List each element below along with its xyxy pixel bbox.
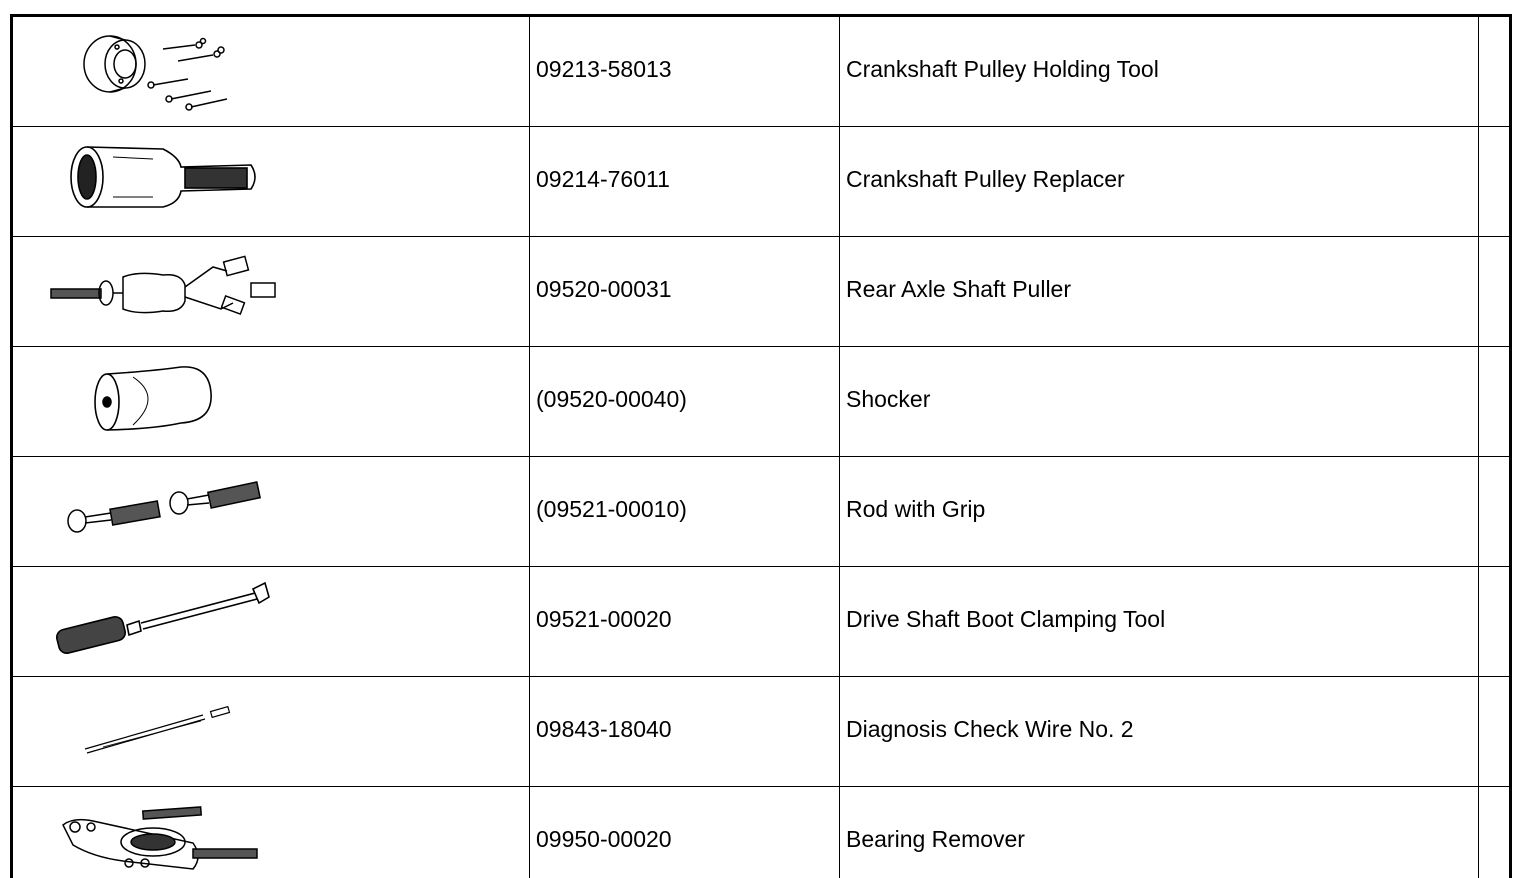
table-row: [12, 677, 1511, 787]
rod-with-grip-icon: [13, 457, 531, 562]
part-number: 09521-00020: [530, 567, 840, 677]
tool-name: Crankshaft Pulley Holding Tool: [840, 16, 1479, 127]
tool-image-cell: [12, 237, 530, 347]
drive-shaft-boot-clamping-tool-icon: [13, 567, 531, 672]
table-row: [12, 567, 1511, 677]
table-row: [12, 16, 1511, 127]
tool-name: Diagnosis Check Wire No. 2: [840, 677, 1479, 787]
table-row: [12, 347, 1511, 457]
tool-image-cell: [12, 677, 530, 787]
tool-image-cell: [12, 567, 530, 677]
tool-image-cell: [12, 347, 530, 457]
tool-name: Shocker: [840, 347, 1479, 457]
blank-cell: [1479, 347, 1511, 457]
part-number: 09950-00020: [530, 787, 840, 878]
bearing-remover-icon: [13, 787, 531, 878]
blank-cell: [1479, 787, 1511, 878]
blank-cell: [1479, 457, 1511, 567]
blank-cell: [1479, 16, 1511, 127]
part-number: (09520-00040): [530, 347, 840, 457]
special-service-tools-table: [10, 14, 1512, 878]
part-number: 09214-76011: [530, 127, 840, 237]
tool-name: Rear Axle Shaft Puller: [840, 237, 1479, 347]
blank-cell: [1479, 677, 1511, 787]
part-number: 09520-00031: [530, 237, 840, 347]
tool-name: Crankshaft Pulley Replacer: [840, 127, 1479, 237]
tool-image-cell: [12, 127, 530, 237]
diagnosis-check-wire-icon: [13, 677, 531, 782]
tool-image-cell: [12, 787, 530, 878]
part-number: (09521-00010): [530, 457, 840, 567]
part-number: 09213-58013: [530, 16, 840, 127]
rear-axle-shaft-puller-icon: [13, 237, 531, 342]
blank-cell: [1479, 237, 1511, 347]
tool-image-cell: [12, 16, 530, 127]
table-row: [12, 457, 1511, 567]
crankshaft-pulley-holding-tool-icon: [13, 17, 531, 122]
table-row: [12, 127, 1511, 237]
tool-name: Rod with Grip: [840, 457, 1479, 567]
tool-name: Drive Shaft Boot Clamping Tool: [840, 567, 1479, 677]
part-number: 09843-18040: [530, 677, 840, 787]
blank-cell: [1479, 127, 1511, 237]
table-row: [12, 787, 1511, 878]
tool-image-cell: [12, 457, 530, 567]
tool-name: Bearing Remover: [840, 787, 1479, 878]
shocker-icon: [13, 347, 531, 452]
blank-cell: [1479, 567, 1511, 677]
crankshaft-pulley-replacer-icon: [13, 127, 531, 232]
table-row: [12, 237, 1511, 347]
